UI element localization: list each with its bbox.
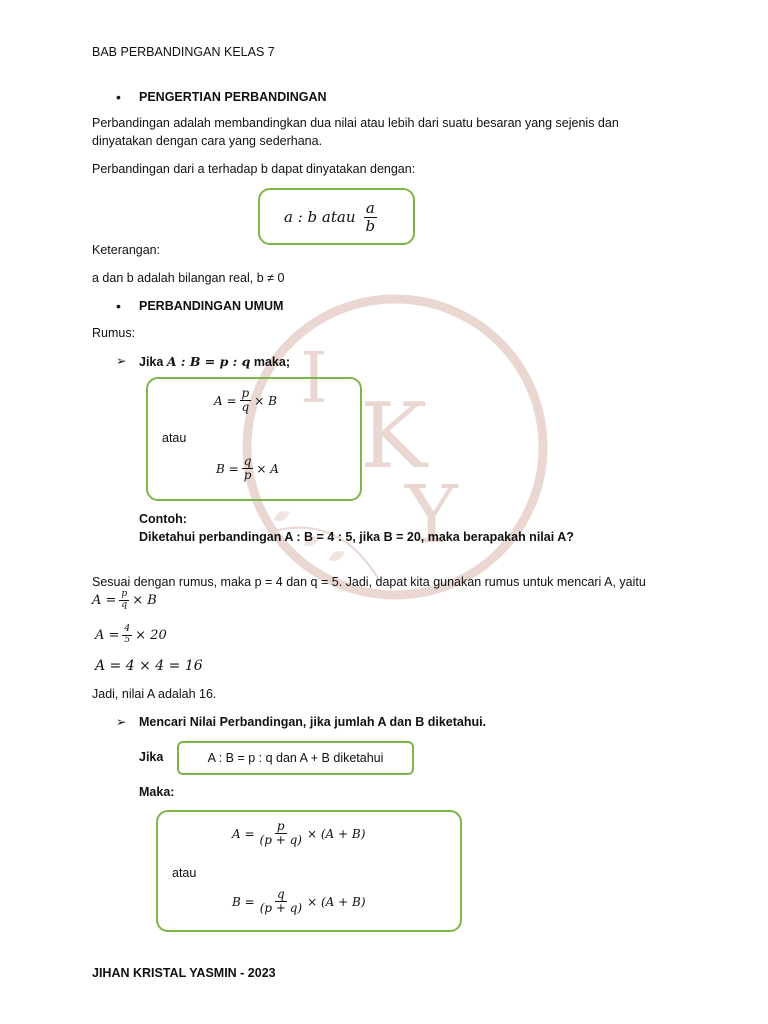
bullet-icon: • (116, 89, 121, 105)
formula-box-sum-rules: A = $\frac{p}{(p + q)}$ × (A + B) atau B = $\frac{q}{(p + q)}$ × (A + B) (156, 810, 462, 932)
paragraph-definition-line1: Perbandingan adalah membandingkan dua nilai atau lebih dari suatu besaran yang sejenis dan (92, 116, 619, 130)
jika-label: Jika (139, 750, 164, 764)
formula-box-ratio-rules: A = $\frac{p}{q}$ × B atau B = $\frac{q}{p}$ × A (146, 377, 362, 501)
atau-label: atau (172, 866, 197, 880)
formula-ratio-denominator: b (365, 216, 376, 235)
keterangan-text: a dan b adalah bilangan real, b ≠ 0 (92, 271, 285, 285)
solution-step1: A = $\frac{p}{q}$ × B (92, 589, 157, 610)
contoh-label: Contoh: (139, 512, 187, 526)
atau-label: atau (162, 431, 187, 445)
condition-text: A : B = p : q dan A + B diketahui (207, 751, 384, 765)
section-heading-umum: PERBANDINGAN UMUM (139, 299, 284, 313)
svg-text:I: I (300, 337, 328, 419)
condition-box (177, 741, 414, 775)
contoh-question: Diketahui perbandingan A : B = 4 : 5, jika B = 20, maka berapakah nilai A? (139, 530, 574, 544)
maka-label: Maka: (139, 785, 175, 799)
item1-intro: Jika A : B = p : q maka; (139, 354, 290, 369)
svg-text:Y: Y (405, 468, 458, 561)
page-footer-author: JIHAN KRISTAL YASMIN - 2023 (92, 966, 276, 980)
rumus-label: Rumus: (92, 326, 136, 340)
section-heading-pengertian: PENGERTIAN PERBANDINGAN (139, 90, 327, 104)
solution-step3: A = 4 × 4 = 16 (95, 658, 203, 674)
formula-ratio-left: a : b atau (284, 208, 356, 226)
item2-heading: Mencari Nilai Perbandingan, jika jumlah A dan B diketahui. (139, 715, 487, 729)
solution-conclusion: Jadi, nilai A adalah 16. (92, 687, 217, 701)
solution-step2: A = $\frac{4}{5}$ × 20 (95, 624, 167, 645)
svg-text:K: K (360, 384, 428, 489)
page-header-title: BAB PERBANDINGAN KELAS 7 (92, 45, 275, 59)
formula-ratio-numerator: a (365, 199, 375, 217)
paragraph-expression-intro: Perbandingan dari a terhadap b dapat dinyatakan dengan: (92, 162, 416, 176)
solution-intro: Sesuai dengan rumus, maka p = 4 dan q = 5. Jadi, dapat kita gunakan rumus untuk mencari A, yaitu (92, 575, 646, 589)
formula-box-ratio (258, 188, 415, 245)
paragraph-definition-line2: dinyatakan dengan cara yang sederhana. (92, 134, 323, 148)
arrow-bullet-icon: ➢ (116, 715, 127, 729)
arrow-bullet-icon: ➢ (116, 354, 127, 368)
keterangan-label: Keterangan: (92, 243, 161, 257)
bullet-icon: • (116, 298, 121, 314)
